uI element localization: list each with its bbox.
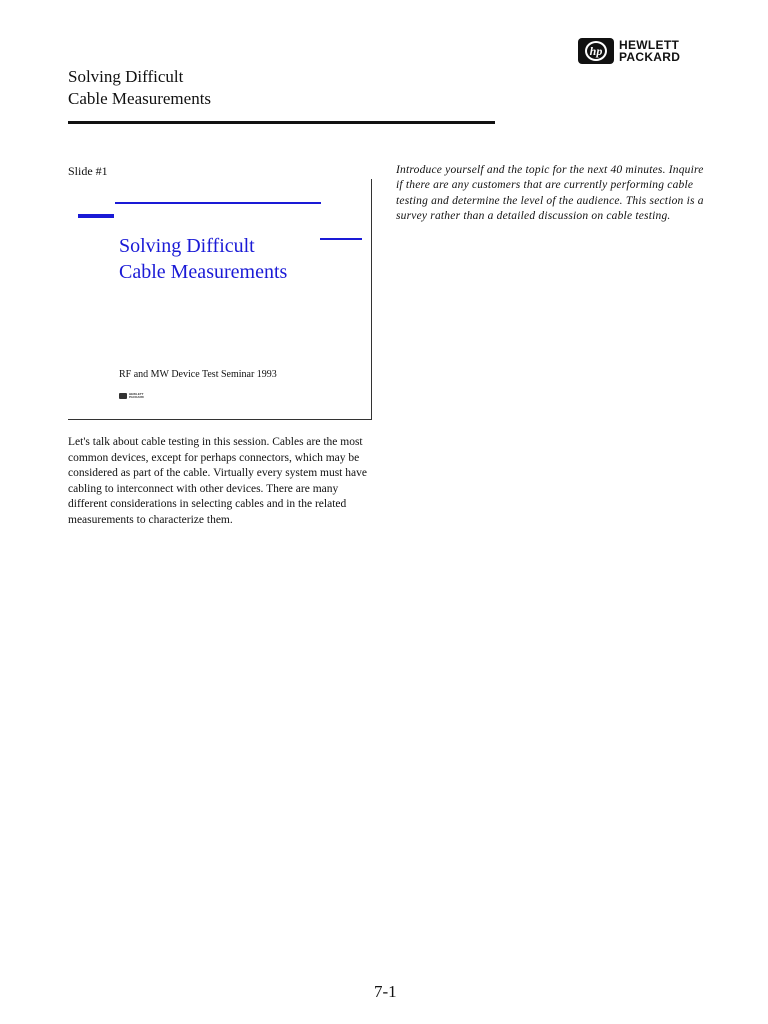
slide-hp-logo-line1: HEWLETT: [129, 392, 144, 396]
slide-hp-logo-line2: PACKARD: [129, 395, 144, 399]
slide-number-label: Slide #1: [68, 164, 108, 178]
hp-logo-text: [619, 39, 680, 63]
slide-frame-bottom: [68, 419, 372, 420]
slide-accent-rule-top: [115, 202, 321, 204]
slide-hp-logo: [119, 393, 144, 399]
slide-hp-logo-icon: [119, 393, 127, 399]
hp-logo-mark: hp: [585, 41, 607, 61]
slide-hp-logo-text: [129, 393, 144, 399]
slide-subtitle: RF and MW Device Test Seminar 1993: [119, 369, 277, 380]
hp-logo: [578, 38, 680, 64]
hp-logo-line1: HEWLETT: [619, 38, 680, 52]
slide-frame-right: [371, 179, 372, 419]
slide-accent-bar-left: [78, 214, 114, 218]
page-number: 7-1: [374, 982, 397, 1001]
slide-title-line2: Cable Measurements: [119, 261, 288, 283]
body-paragraph: Let's talk about cable testing in this session. Cables are the most common devices, except for perhaps connectors, which may be considered as part of the cable. Virtually every system must have cabling to interconnect with other devices. There are many different considerations in selecting cables and in the related measurements to characterize them.: [68, 436, 367, 526]
slide-title: [119, 233, 287, 285]
hp-logo-line2: PACKARD: [619, 50, 681, 64]
document-title-line1: Solving Difficult: [68, 67, 184, 86]
document-title-line2: Cable Measurements: [68, 89, 212, 108]
title-rule: [68, 121, 495, 124]
slide-accent-bar-right: [320, 238, 362, 240]
document-title: [68, 66, 211, 110]
speaker-notes: Introduce yourself and the topic for the next 40 minutes. Inquire if there are any customers that are currently performing cable testing and determine the level of the audience. This section is a survey rather than a detailed discussion on cable testing.: [396, 164, 704, 222]
slide-title-line1: Solving Difficult: [119, 235, 255, 257]
hp-logo-icon: [578, 38, 614, 64]
